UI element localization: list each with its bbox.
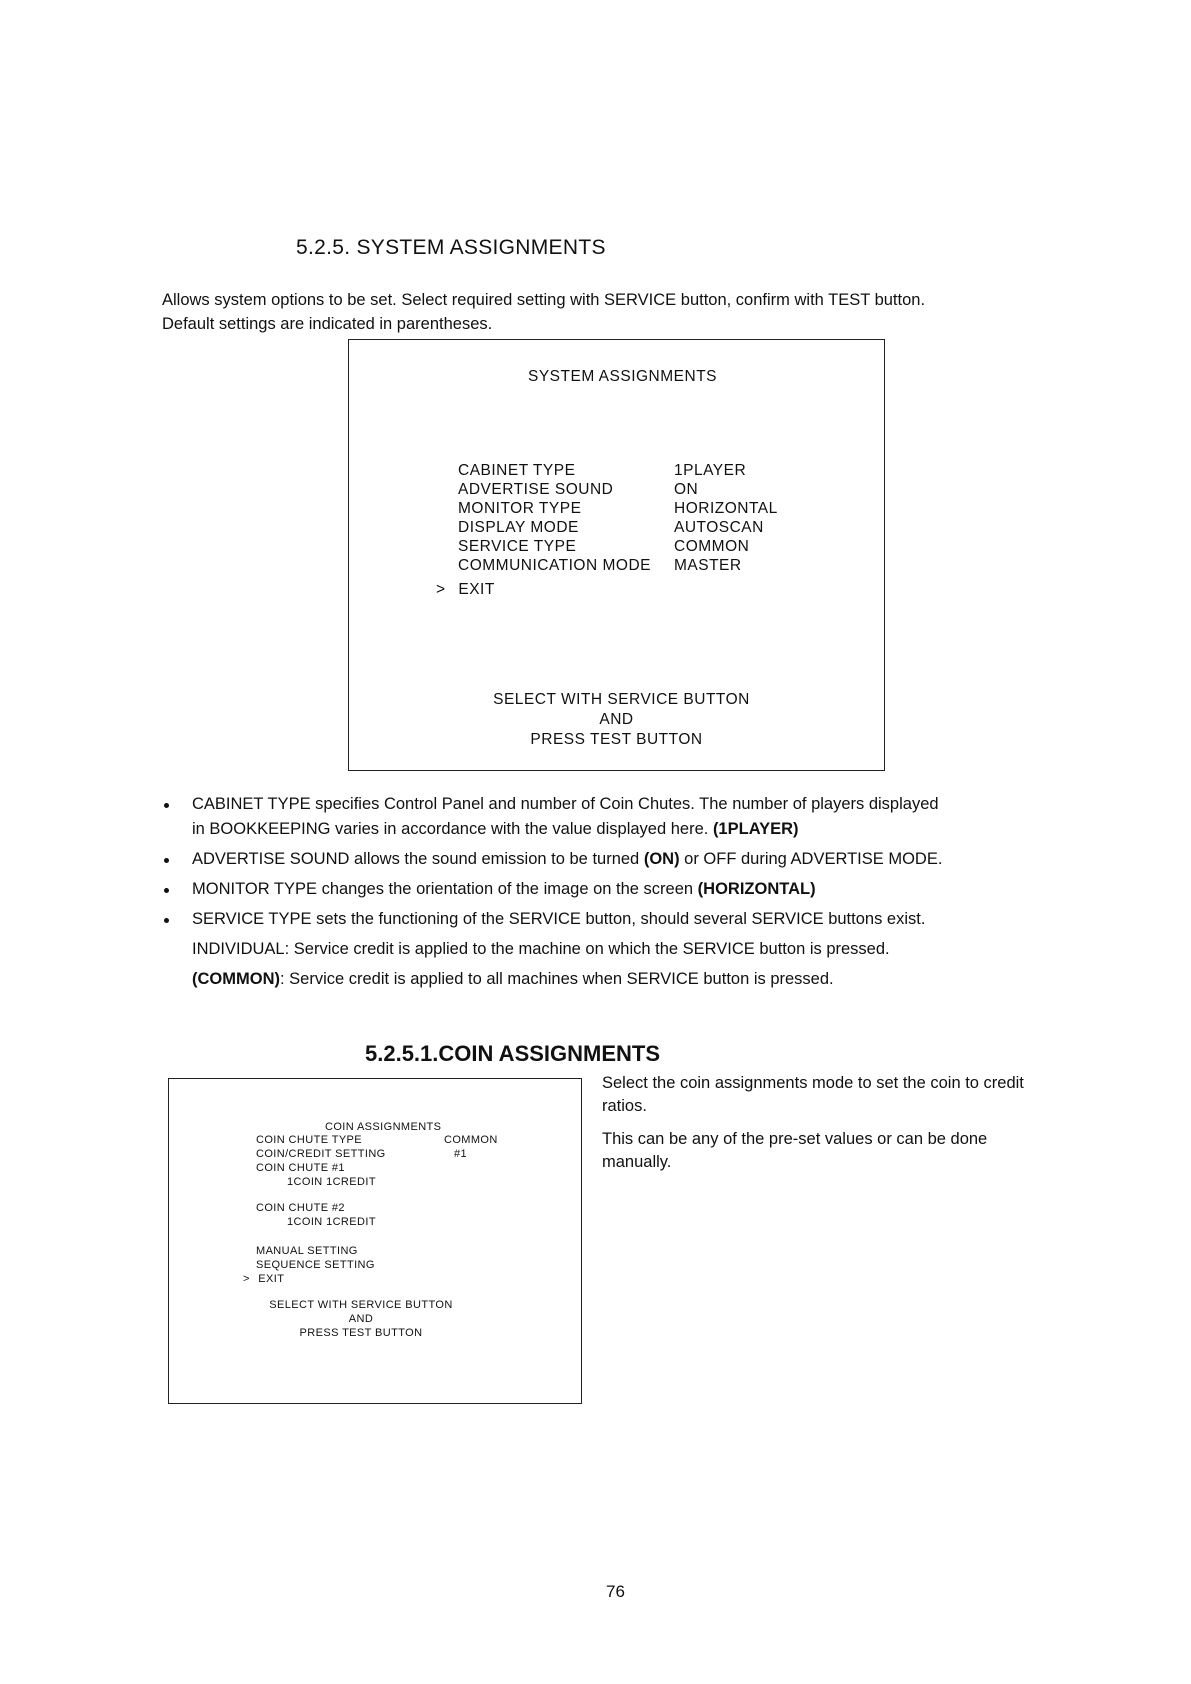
section-intro (162, 288, 1062, 336)
setting-value: AUTOSCAN (674, 519, 764, 536)
service-type-individual: INDIVIDUAL: Service credit is applied to the machine on which the SERVICE button is pressed. (192, 940, 890, 958)
setting-row-monitor-type[interactable] (348, 500, 885, 520)
bullet-text: CABINET TYPE specifies Control Panel and number of Coin Chutes. The number of players displayed (192, 795, 939, 813)
bullet-dot-icon (164, 888, 169, 893)
coin-chute-1-label[interactable]: COIN CHUTE #1 (256, 1162, 345, 1174)
setting-value: COMMON (674, 538, 750, 555)
default-value: (HORIZONTAL) (697, 880, 816, 898)
setting-label: CABINET TYPE (458, 462, 576, 479)
bullet-monitor-type (160, 877, 1060, 902)
default-value: (COMMON) (192, 970, 280, 988)
bullet-text-cont (192, 817, 1060, 842)
default-value: (ON) (643, 850, 680, 868)
instruction-line-1: SELECT WITH SERVICE BUTTON (493, 691, 750, 708)
exit-label: EXIT (258, 1273, 285, 1285)
page-number: 76 (606, 1582, 625, 1601)
section-heading: 5.2.5. SYSTEM ASSIGNMENTS (296, 236, 606, 259)
setting-row-advertise-sound[interactable] (348, 481, 885, 501)
settings-list (348, 462, 885, 602)
bullet-text-part: : Service credit is applied to all machines when SERVICE button is pressed. (279, 970, 834, 988)
setting-value: MASTER (674, 557, 742, 574)
coin-section-description (602, 1072, 1042, 1184)
exit-label: EXIT (458, 581, 495, 598)
bullet-text-part: ADVERTISE SOUND allows the sound emission to be turned (192, 850, 644, 868)
bullet-text: SERVICE TYPE sets the functioning of the SERVICE button, should several SERVICE buttons exist. (192, 910, 926, 928)
coin-row-credit-setting[interactable] (256, 1147, 516, 1161)
description-paragraph-1: Select the coin assignments mode to set the coin to credit ratios. (602, 1074, 1024, 1115)
setting-row-cabinet-type[interactable] (348, 462, 885, 482)
sequence-setting-item[interactable]: SEQUENCE SETTING (256, 1259, 375, 1271)
instruction-line-2: AND (348, 1313, 374, 1325)
setting-value: #1 (454, 1148, 468, 1160)
bullet-text (192, 877, 1060, 902)
setting-label: COIN/CREDIT SETTING (256, 1148, 386, 1160)
setting-value: ON (674, 481, 699, 498)
intro-line-1: Allows system options to be set. Select required setting with SERVICE button, confirm with TEST button. (162, 291, 926, 309)
setting-label: ADVERTISE SOUND (458, 481, 614, 498)
setting-label: MONITOR TYPE (458, 500, 582, 517)
manual-setting-item[interactable]: MANUAL SETTING (256, 1245, 358, 1257)
screen-title: SYSTEM ASSIGNMENTS (528, 368, 718, 385)
description-paragraph-2: This can be any of the pre-set values or can be done manually. (602, 1130, 988, 1171)
setting-row-communication-mode[interactable] (348, 557, 885, 577)
cursor-indicator: > (436, 581, 446, 598)
setting-value: 1PLAYER (674, 462, 747, 479)
setting-label: DISPLAY MODE (458, 519, 579, 536)
bullet-dot-icon (164, 803, 169, 808)
exit-menu-item[interactable] (436, 581, 495, 599)
intro-line-2: Default settings are indicated in parentheses. (162, 315, 493, 333)
coin-chute-2-value: 1COIN 1CREDIT (287, 1216, 376, 1228)
setting-value: COMMON (444, 1134, 498, 1146)
setting-label: COMMUNICATION MODE (458, 557, 651, 574)
default-value: (1PLAYER) (712, 820, 799, 838)
coin-screen-title: COIN ASSIGNMENTS (325, 1121, 442, 1133)
instruction-line-3: PRESS TEST BUTTON (299, 1327, 423, 1339)
setting-label: SERVICE TYPE (458, 538, 577, 555)
bullet-dot-icon (164, 918, 169, 923)
screen-instructions (348, 690, 885, 750)
bullet-text (192, 847, 1060, 872)
bullet-text-part: in BOOKKEEPING varies in accordance with the value displayed here. (192, 820, 713, 838)
bullet-text-part: or OFF during ADVERTISE MODE. (679, 850, 943, 868)
bullet-advertise-sound (160, 847, 1060, 872)
coin-row-chute-type[interactable] (256, 1133, 516, 1147)
bullet-cabinet-type (160, 792, 1060, 842)
coin-chute-1-value: 1COIN 1CREDIT (287, 1176, 376, 1188)
cursor-indicator: > (243, 1273, 250, 1285)
instruction-line-2: AND (599, 711, 634, 728)
coin-chute-2-label[interactable]: COIN CHUTE #2 (256, 1202, 345, 1214)
instruction-line-3: PRESS TEST BUTTON (530, 731, 703, 748)
bullet-service-type (160, 907, 1060, 932)
coin-exit-item[interactable] (243, 1272, 284, 1286)
coin-section-heading: 5.2.5.1.COIN ASSIGNMENTS (365, 1041, 661, 1066)
setting-label: COIN CHUTE TYPE (256, 1134, 363, 1146)
bullet-text-part: MONITOR TYPE changes the orientation of the image on the screen (192, 880, 698, 898)
coin-screen-instructions (256, 1298, 466, 1340)
bullet-dot-icon (164, 858, 169, 863)
setting-row-display-mode[interactable] (348, 519, 885, 539)
setting-value: HORIZONTAL (674, 500, 778, 517)
service-type-common (160, 967, 1060, 992)
setting-row-service-type[interactable] (348, 538, 885, 558)
instruction-line-1: SELECT WITH SERVICE BUTTON (269, 1299, 453, 1311)
option-descriptions (160, 792, 1060, 992)
